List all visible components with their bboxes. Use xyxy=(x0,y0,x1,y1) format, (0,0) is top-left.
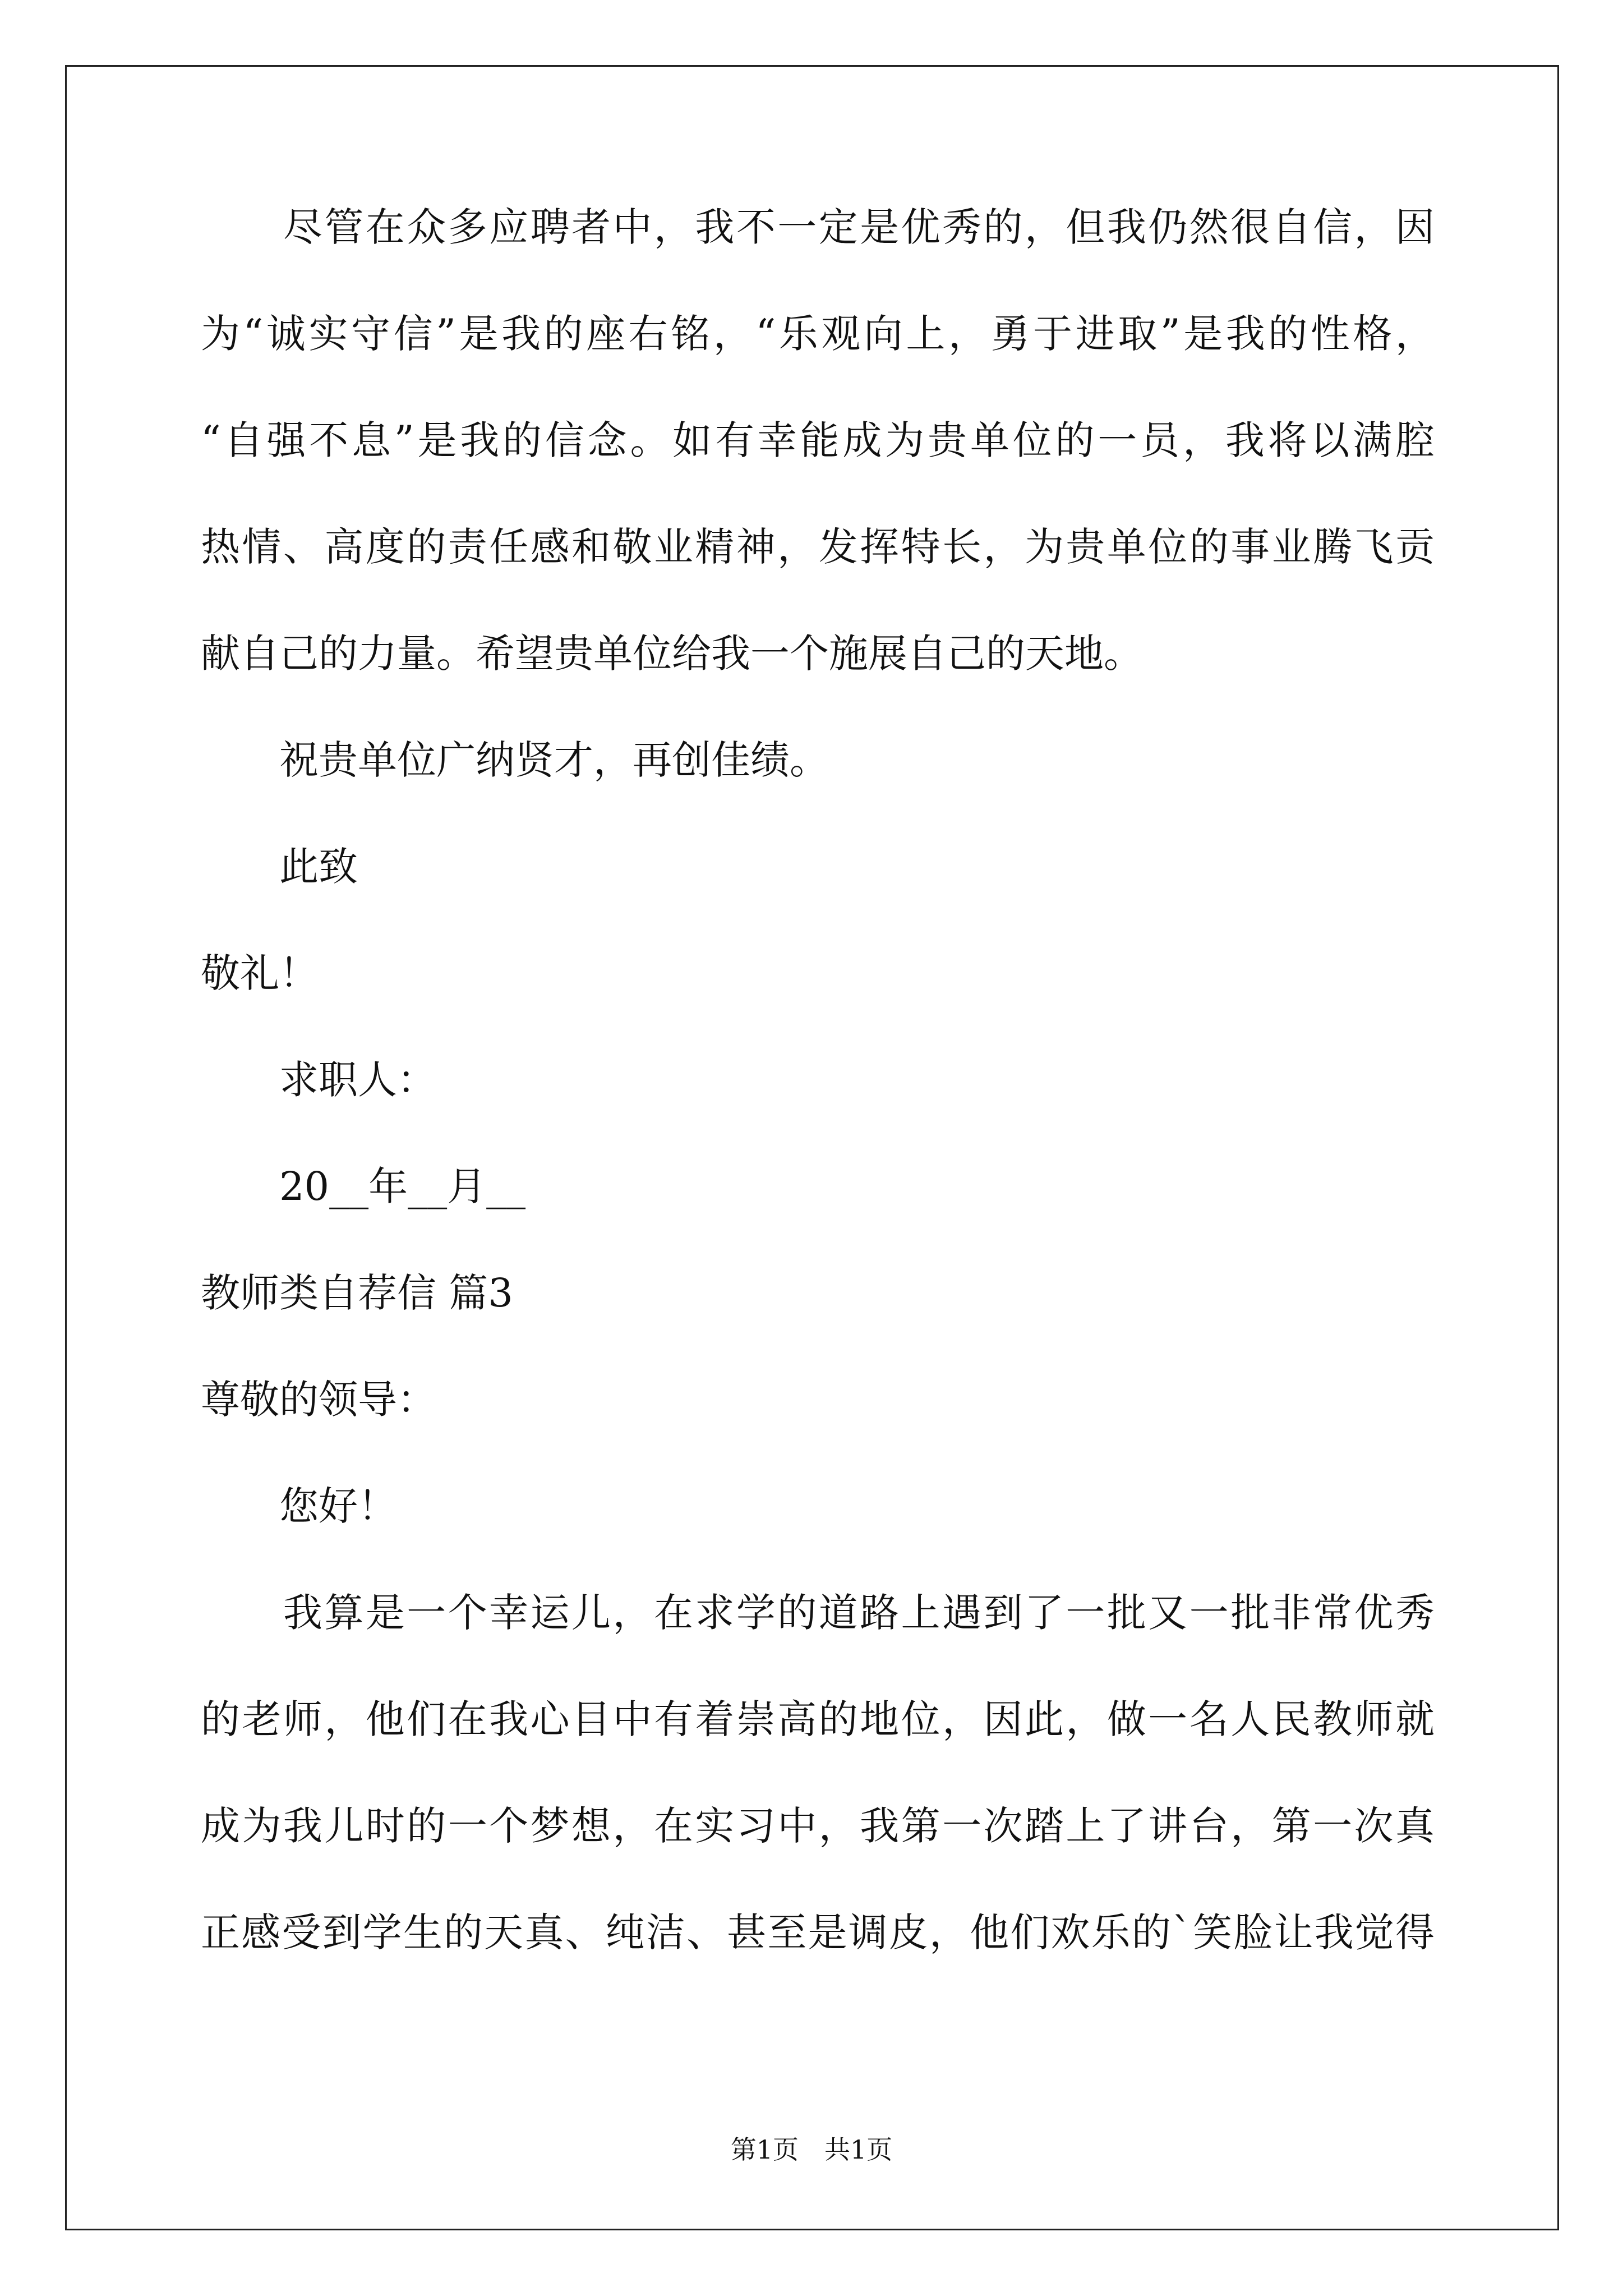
paragraph-line: 我算是一个幸运儿，在求学的道路上遇到了一批又一批非常优秀 xyxy=(201,1590,1435,1636)
paragraph-line: 献自己的力量。希望贵单位给我一个施展自己的天地。 xyxy=(201,631,1143,677)
page-border xyxy=(65,65,1559,2230)
paragraph-line: 成为我儿时的一个梦想，在实习中，我第一次踏上了讲台，第一次真 xyxy=(201,1803,1435,1849)
paragraph-line: 为“诚实守信”是我的座右铭，“乐观向上，勇于进取”是我的性格， xyxy=(201,311,1435,357)
date-line: 20__年__月__ xyxy=(201,1163,526,1209)
greeting-hello: 您好！ xyxy=(201,1483,397,1529)
paragraph-line: 尽管在众多应聘者中，我不一定是优秀的，但我仍然很自信，因 xyxy=(201,204,1435,250)
section-heading: 教师类自荐信 篇3 xyxy=(201,1270,513,1316)
signature-label: 求职人： xyxy=(201,1057,436,1103)
paragraph-line: 的老师，他们在我心目中有着崇高的地位，因此，做一名人民教师就 xyxy=(201,1696,1435,1742)
closing-wish: 祝贵单位广纳贤才，再创佳绩。 xyxy=(201,737,829,783)
paragraph-line: 正感受到学生的天真、纯洁、甚至是调皮，他们欢乐的`笑脸让我觉得 xyxy=(201,1910,1435,1955)
greeting: 尊敬的领导： xyxy=(201,1377,436,1423)
salutation-cizhi: 此致 xyxy=(201,844,358,890)
paragraph-line: “自强不息”是我的信念。如有幸能成为贵单位的一员，我将以满腔 xyxy=(201,417,1435,463)
salutation-jingli: 敬礼！ xyxy=(201,950,319,996)
paragraph-line: 热情、高度的责任感和敬业精神，发挥特长，为贵单位的事业腾飞贡 xyxy=(201,524,1435,570)
page-footer: 第1页 共1页 xyxy=(730,2134,893,2165)
